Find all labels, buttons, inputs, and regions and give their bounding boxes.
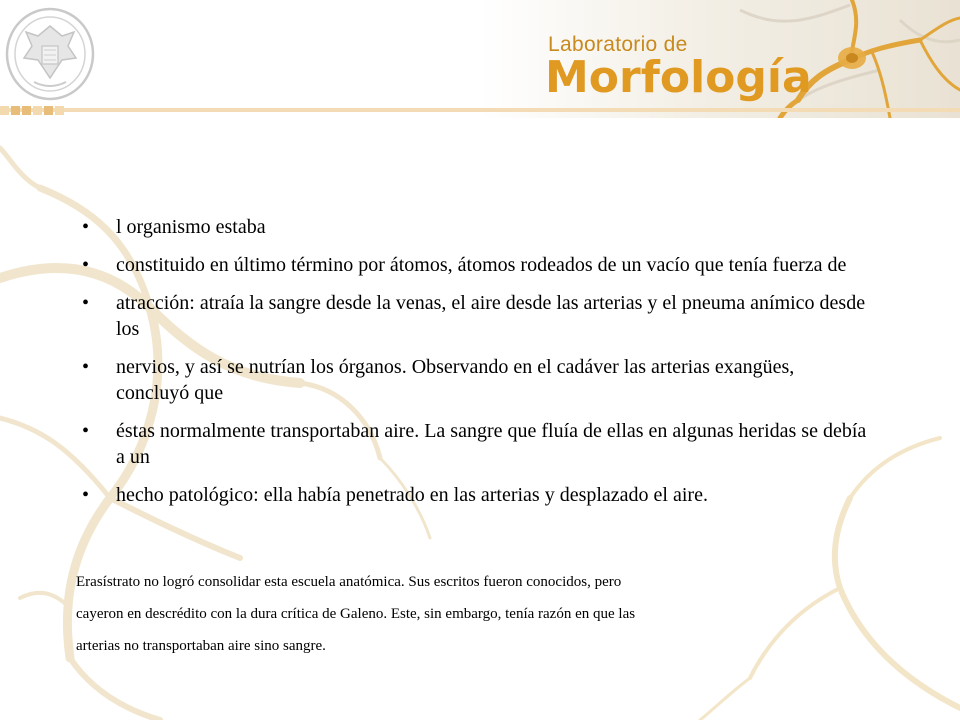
university-seal-logo bbox=[4, 6, 96, 102]
ornament-square bbox=[33, 106, 42, 115]
ornament-square bbox=[55, 106, 64, 115]
bullet-list bbox=[80, 214, 870, 520]
bullet-item bbox=[80, 418, 870, 470]
header bbox=[0, 0, 960, 118]
header-square-ornaments bbox=[0, 106, 64, 116]
footnote-paragraph bbox=[76, 566, 836, 662]
bullet-text: hecho patológico: ella había penetrado en las arterias y desplazado el aire. bbox=[116, 484, 708, 506]
bullet-text: l organismo estaba bbox=[116, 216, 266, 238]
bullet-marker: • bbox=[82, 292, 90, 314]
bullet-marker: • bbox=[82, 420, 90, 442]
header-divider bbox=[0, 108, 960, 112]
bullet-marker: • bbox=[82, 356, 90, 378]
footnote-line: Erasístrato no logró consolidar esta escuela anatómica. Sus escritos fueron conocidos, pero bbox=[76, 574, 622, 590]
bullet-item bbox=[80, 214, 870, 240]
bullet-text: constituido en último término por átomos, átomos rodeados de un vacío que tenía fuerza de bbox=[116, 254, 847, 276]
ornament-square bbox=[11, 106, 20, 115]
bullet-text: nervios, y así se nutrían los órganos. Observando en el cadáver las arterias exangües, concluyó que bbox=[116, 356, 795, 404]
footnote-line: cayeron en descrédito con la dura crítica de Galeno. Este, sin embargo, tenía razón en que las bbox=[76, 606, 636, 622]
ornament-square bbox=[44, 106, 53, 115]
bullet-item bbox=[80, 290, 870, 342]
bullet-marker: • bbox=[82, 484, 90, 506]
bullet-item bbox=[80, 252, 870, 278]
bullet-item bbox=[80, 482, 870, 508]
header-subtitle: Laboratorio de bbox=[548, 33, 688, 56]
bullet-marker: • bbox=[82, 254, 90, 276]
bullet-text: éstas normalmente transportaban aire. La sangre que fluía de ellas en algunas heridas se debía a un bbox=[116, 420, 867, 468]
bullet-marker: • bbox=[82, 216, 90, 238]
ornament-square bbox=[0, 106, 9, 115]
bullet-item bbox=[80, 354, 870, 406]
header-title: Morfología bbox=[545, 52, 812, 103]
bullet-text: atracción: atraía la sangre desde la venas, el aire desde las arterias y el pneuma anímico desde los bbox=[116, 292, 866, 340]
ornament-square bbox=[22, 106, 31, 115]
footnote-line: arterias no transportaban aire sino sangre. bbox=[76, 638, 326, 654]
